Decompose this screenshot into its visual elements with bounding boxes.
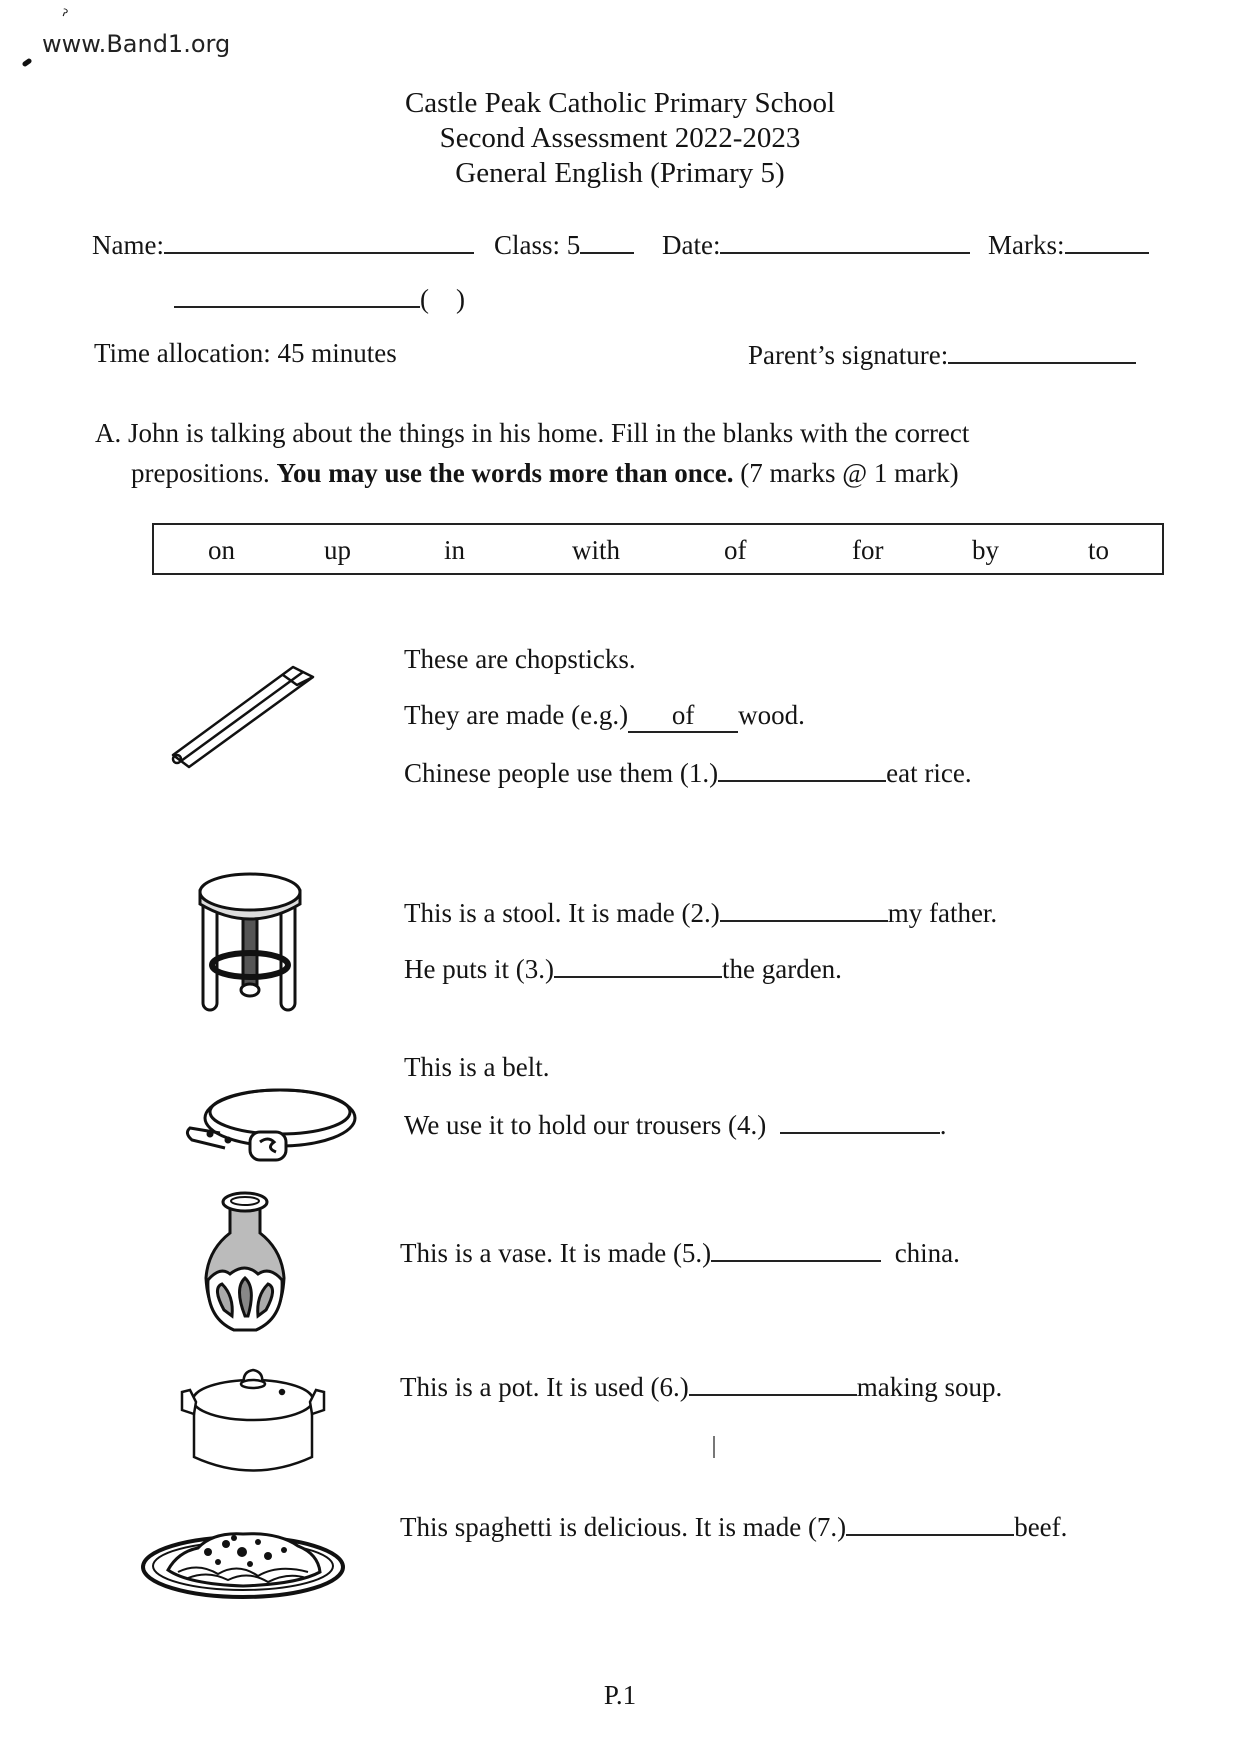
marks-blank[interactable] xyxy=(1065,228,1149,254)
marks-label: Marks: xyxy=(988,230,1065,260)
question-text-before: We use it to hold our trousers (4.) xyxy=(404,1110,767,1140)
word-bank-item: up xyxy=(324,535,351,565)
question-text-before: This is a stool. It is made (2.) xyxy=(404,898,720,928)
document-header xyxy=(0,86,1240,191)
question-text-before: This is a pot. It is used (6.) xyxy=(400,1372,689,1402)
answer-blank-7[interactable] xyxy=(846,1510,1014,1536)
spaghetti-illustration xyxy=(138,1522,348,1602)
question-text-after: beef. xyxy=(1014,1512,1068,1542)
parent-signature-label: Parent’s signature: xyxy=(748,340,949,370)
stray-mark xyxy=(713,1436,715,1458)
question-4 xyxy=(404,1108,947,1141)
question-text-after: my father. xyxy=(887,898,998,928)
stool-illustration xyxy=(195,870,315,1020)
answer-blank-4[interactable] xyxy=(780,1108,940,1134)
school-name: Castle Peak Catholic Primary School xyxy=(404,87,836,119)
name-blank[interactable] xyxy=(164,228,474,254)
example-answer: of xyxy=(628,700,738,733)
belt-illustration xyxy=(180,1078,360,1168)
question-text-after: china. xyxy=(894,1238,960,1268)
question-7 xyxy=(400,1510,1067,1543)
word-bank-item: with xyxy=(572,535,621,565)
question-text-before: This is a vase. It is made (5.) xyxy=(400,1238,712,1268)
question-text-after: the garden. xyxy=(721,954,842,984)
question-text-after: making soup. xyxy=(856,1372,1003,1402)
chopsticks-illustration xyxy=(165,655,335,775)
name-label: Name: xyxy=(92,230,164,260)
word-bank-item: of xyxy=(724,535,747,565)
page-number: P.1 xyxy=(603,1680,637,1710)
section-a-instructions xyxy=(95,413,1175,493)
pot-illustration xyxy=(178,1362,328,1482)
example-text-after: wood. xyxy=(738,700,805,730)
time-allocation: Time allocation: 45 minutes xyxy=(94,338,397,368)
word-bank-item: by xyxy=(972,535,999,565)
question-6 xyxy=(400,1370,1002,1403)
question-text-before: This spaghetti is delicious. It is made (7.) xyxy=(400,1512,847,1542)
answer-blank-1[interactable] xyxy=(718,756,886,782)
answer-blank-6[interactable] xyxy=(689,1370,857,1396)
assessment-title: Second Assessment 2022-2023 xyxy=(439,122,801,154)
vase-illustration xyxy=(200,1188,290,1336)
answer-blank-5[interactable] xyxy=(711,1236,881,1262)
instruction-text: prepositions. xyxy=(131,458,270,488)
date-label: Date: xyxy=(662,230,721,260)
parent-signature-blank[interactable] xyxy=(948,338,1136,364)
number-parens: ( ) xyxy=(420,284,465,314)
subject-title: General English (Primary 5) xyxy=(455,157,785,189)
question-text-after: . xyxy=(939,1110,947,1140)
date-blank[interactable] xyxy=(720,228,970,254)
item-1-line-1: These are chopsticks. xyxy=(404,644,636,674)
answer-blank-2[interactable] xyxy=(720,896,888,922)
pen-mark xyxy=(21,58,32,68)
name-field xyxy=(92,228,474,261)
word-bank-item: for xyxy=(852,535,884,565)
marks-allocation: (7 marks @ 1 mark) xyxy=(740,458,959,488)
question-1 xyxy=(404,756,972,789)
class-label: Class: 5 xyxy=(494,230,581,260)
question-text-before: He puts it (3.) xyxy=(404,954,554,984)
date-field xyxy=(662,228,970,261)
word-bank-item: on xyxy=(208,535,235,565)
question-5 xyxy=(400,1236,960,1269)
class-blank[interactable] xyxy=(580,228,634,254)
question-text-before: Chinese people use them (1.) xyxy=(404,758,719,788)
class-number-blank[interactable] xyxy=(174,282,420,308)
watermark: www.Band1.org xyxy=(42,30,231,58)
instruction-line-2 xyxy=(95,453,1175,493)
word-bank-item: to xyxy=(1088,535,1110,565)
item-3-line-1: This is a belt. xyxy=(404,1052,550,1082)
class-number-field xyxy=(174,282,465,315)
instruction-bold-text: You may use the words more than once. xyxy=(276,458,734,488)
question-2 xyxy=(404,896,997,929)
class-field xyxy=(494,228,634,261)
answer-blank-3[interactable] xyxy=(554,952,722,978)
marks-field xyxy=(988,228,1149,261)
example-sentence xyxy=(404,700,805,733)
word-bank xyxy=(152,523,1164,575)
instruction-line-1: A. John is talking about the things in his home. Fill in the blanks with the correct xyxy=(95,418,970,448)
example-text-before: They are made (e.g.) xyxy=(404,700,629,730)
word-bank-item: in xyxy=(444,535,466,565)
question-text-after: eat rice. xyxy=(886,758,972,788)
parent-signature-field xyxy=(748,338,1136,371)
pen-mark: ˀ xyxy=(56,5,71,28)
question-3 xyxy=(404,952,842,985)
